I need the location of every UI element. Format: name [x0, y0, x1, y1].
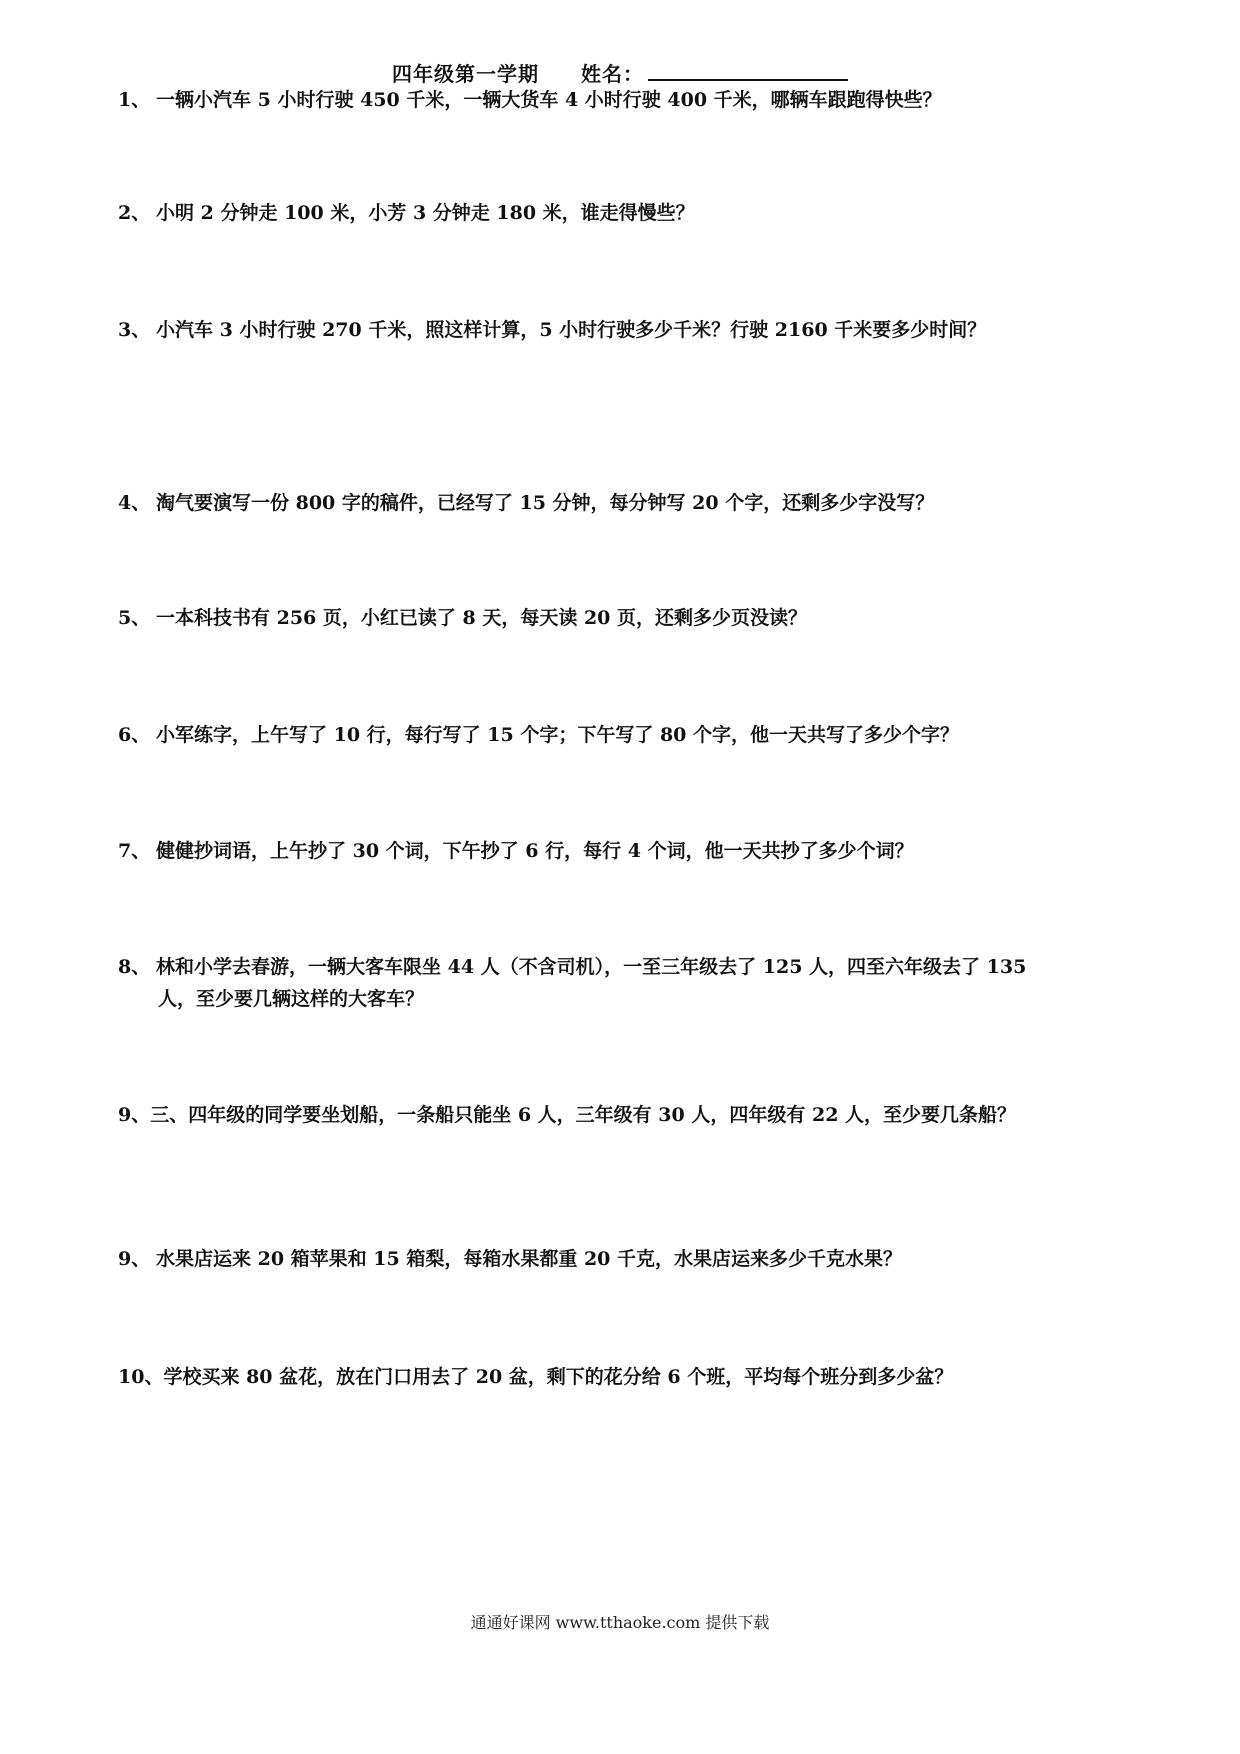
- question-5: [118, 602, 1128, 634]
- question-10: [118, 1361, 1128, 1393]
- question-text: 小汽车 3 小时行驶 270 千米，照这样计算，5 小时行驶多少千米？行驶 2160 千米要多少时间？: [156, 319, 987, 341]
- term-title: 四年级第一学期: [392, 62, 540, 86]
- question-text: 林和小学去春游，一辆大客车限坐 44 人（不含司机），一至三年级去了 125 人，四至六年级去了 135: [156, 956, 1027, 978]
- question-6: [118, 719, 1128, 751]
- question-3: [118, 314, 1128, 346]
- question-text: 小军练字，上午写了 10 行，每行写了 15 个字；下午写了 80 个字，他一天共写了多少个字？: [156, 724, 960, 746]
- question-text: 水果店运来 20 箱苹果和 15 箱梨，每箱水果都重 20 千克，水果店运来多少千克水果？: [156, 1248, 903, 1270]
- question-number: 9、: [118, 1104, 151, 1126]
- question-number: 7、: [118, 840, 151, 862]
- question-text: 健健抄词语，上午抄了 30 个词，下午抄了 6 行，每行 4 个词，他一天共抄了多少个词？: [156, 840, 914, 862]
- question-text: 学校买来 80 盆花，放在门口用去了 20 盆，剩下的花分给 6 个班，平均每个班分到多少盆？: [163, 1366, 954, 1388]
- question-4: [118, 487, 1128, 519]
- question-number: 3、: [118, 319, 151, 341]
- question-8: [118, 951, 1128, 1015]
- question-number: 8、: [118, 956, 151, 978]
- question-number: 5、: [118, 607, 151, 629]
- question-text: 一本科技书有 256 页，小红已读了 8 天，每天读 20 页，还剩多少页没读？: [156, 607, 808, 629]
- question-number: 2、: [118, 202, 151, 224]
- question-text: 小明 2 分钟走 100 米，小芳 3 分钟走 180 米，谁走得慢些？: [156, 202, 695, 224]
- question-number: 10、: [118, 1366, 164, 1388]
- name-blank-line: [648, 61, 848, 81]
- name-label: 姓名：: [580, 62, 644, 86]
- download-footer: 通通好课网 www.tthaoke.com 提供下载: [470, 1613, 770, 1632]
- question-9b: [118, 1243, 1128, 1275]
- question-1: [118, 84, 1128, 116]
- question-text: 三、四年级的同学要坐划船，一条船只能坐 6 人，三年级有 30 人，四年级有 22 人，至少要几条船？: [150, 1104, 1017, 1126]
- question-number: 1、: [118, 89, 151, 111]
- question-text-continued: 人，至少要几辆这样的大客车？: [158, 988, 425, 1010]
- question-number: 9、: [118, 1248, 151, 1270]
- question-text: 一辆小汽车 5 小时行驶 450 千米，一辆大货车 4 小时行驶 400 千米，哪辆车跟跑得快些？: [156, 89, 942, 111]
- question-9a: [118, 1099, 1128, 1131]
- worksheet-header: [0, 58, 1240, 87]
- question-2: [118, 197, 1128, 229]
- question-number: 6、: [118, 724, 151, 746]
- question-7: [118, 835, 1128, 867]
- question-number: 4、: [118, 492, 151, 514]
- question-text: 淘气要演写一份 800 字的稿件，已经写了 15 分钟，每分钟写 20 个字，还剩多少字没写？: [156, 492, 935, 514]
